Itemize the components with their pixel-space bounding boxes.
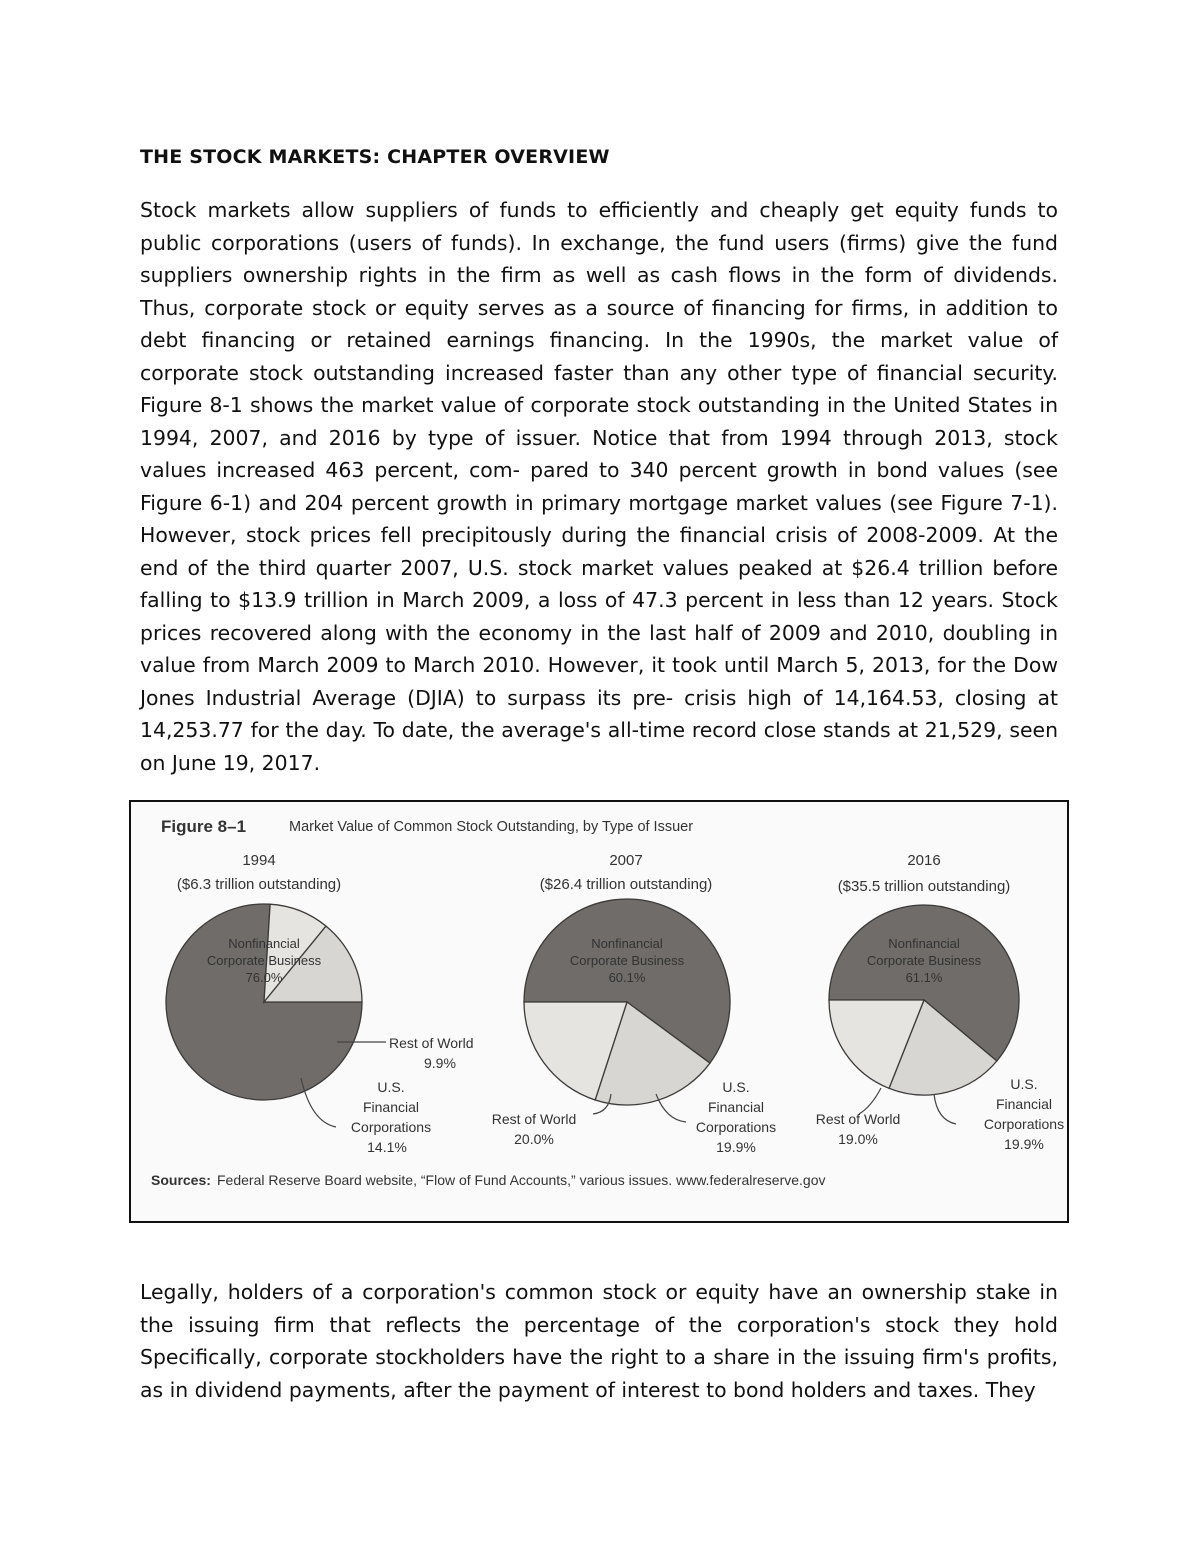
pie-2016 [816, 852, 1064, 1152]
slice-label-rest-of-world: Rest of World [815, 1111, 901, 1127]
slice-label-usf-line2: Financial [707, 1099, 765, 1115]
figure-chart [131, 802, 1067, 1221]
slice-label-rest-of-world: Rest of World [389, 1035, 474, 1051]
slice-value-nonfinancial: 61.1% [905, 970, 943, 985]
slice-value-usf: 19.9% [1004, 1136, 1044, 1152]
pie-1994 [166, 852, 474, 1155]
slice-label-rest-of-world: Rest of World [491, 1111, 577, 1127]
slice-value-rest-of-world: 20.0% [514, 1131, 554, 1147]
slice-label-usf-line2: Financial [995, 1096, 1053, 1112]
slice-label-usf-line1: U.S. [722, 1079, 750, 1095]
slice-label-nonfinancial-line2: Corporate Business [569, 953, 685, 968]
slice-label-nonfinancial-line1: Nonfinancial [888, 936, 960, 951]
slice-label-usf-line3: Corporations [983, 1116, 1065, 1132]
slice-label-nonfinancial-line2: Corporate Business [206, 953, 322, 968]
sources-text: Federal Reserve Board website, “Flow of Fund Accounts,” various issues. www.federalreserve.gov [217, 1172, 826, 1188]
pie-subtitle: ($26.4 trillion outstanding) [539, 876, 713, 893]
slice-label-usf-line2: Financial [362, 1099, 420, 1115]
pie-title: 2007 [609, 852, 643, 869]
pie-subtitle: ($35.5 trillion outstanding) [837, 878, 1011, 895]
slice-value-usf: 14.1% [367, 1139, 407, 1155]
chapter-heading: THE STOCK MARKETS: CHAPTER OVERVIEW [140, 146, 610, 168]
slice-label-usf-line3: Corporations [695, 1119, 777, 1135]
slice-label-usf-line1: U.S. [377, 1079, 405, 1095]
pie-title: 2016 [907, 852, 941, 869]
pie-subtitle: ($6.3 trillion outstanding) [176, 876, 342, 893]
slice-label-usf-line1: U.S. [1010, 1076, 1038, 1092]
slice-label-nonfinancial-line1: Nonfinancial [228, 936, 300, 951]
sources-label: Sources: [151, 1172, 211, 1188]
slice-value-nonfinancial: 76.0% [245, 970, 283, 985]
slice-label-nonfinancial-line2: Corporate Business [866, 953, 982, 968]
pie-title: 1994 [242, 852, 276, 869]
slice-value-usf: 19.9% [716, 1139, 756, 1155]
figure-label: Figure 8–1 [161, 817, 247, 836]
figure-8-1 [129, 800, 1069, 1223]
overview-paragraph: Stock markets allow suppliers of funds to efficiently and cheaply get equity funds to public corporations (users of funds). In exchange, the fund users (firms) give the fund suppliers ownership rights in the firm as well as cash flows in the form of dividends. Thus, corporate stock or equity serves as a source of financing for firms, in addition to debt financing or retained earnings financing. In the 1990s, the market value of corporate stock outstanding increased faster than any other type of financial security. Figure 8-1 shows the market value of corporate stock outstanding in the United States in 1994, 2007, and 2016 by type of issuer. Notice that from 1994 through 2013, stock values increased 463 percent, com- pared to 340 percent growth in bond values (see Figure 6-1) and 204 percent growth in primary mortgage market values (see Figure 7-1). However, stock prices fell precipitously during the financial crisis of 2008-2009. At the end of the third quarter 2007, U.S. stock market values peaked at $26.4 trillion before falling to $13.9 trillion in March 2009, a loss of 47.3 percent in less than 12 years. Stock prices recovered along with the economy in the last half of 2009 and 2010, doubling in value from March 2009 to March 2010. However, it took until March 5, 2013, for the Dow Jones Industrial Average (DJIA) to surpass its pre- crisis high of 14,164.53, closing at 14,253.77 for the day. To date, the average's all-time record close stands at 21,529, seen on June 19, 2017. [140, 198, 1058, 775]
slice-label-usf-line3: Corporations [350, 1119, 432, 1135]
slice-value-nonfinancial: 60.1% [608, 970, 646, 985]
legal-paragraph: Legally, holders of a corporation's common stock or equity have an ownership stake in the issuing firm that reflects the percentage of the corporation's stock they hold Specifically, corporate stockholders have the right to a share in the issuing firm's profits, as in dividend payments, after the payment of interest to bond holders and taxes. They [140, 1280, 1058, 1402]
slice-value-rest-of-world: 9.9% [424, 1055, 456, 1071]
slice-value-rest-of-world: 19.0% [838, 1131, 878, 1147]
pie-2007 [492, 852, 776, 1155]
slice-label-nonfinancial-line1: Nonfinancial [591, 936, 663, 951]
figure-caption: Market Value of Common Stock Outstanding, by Type of Issuer [289, 819, 694, 835]
